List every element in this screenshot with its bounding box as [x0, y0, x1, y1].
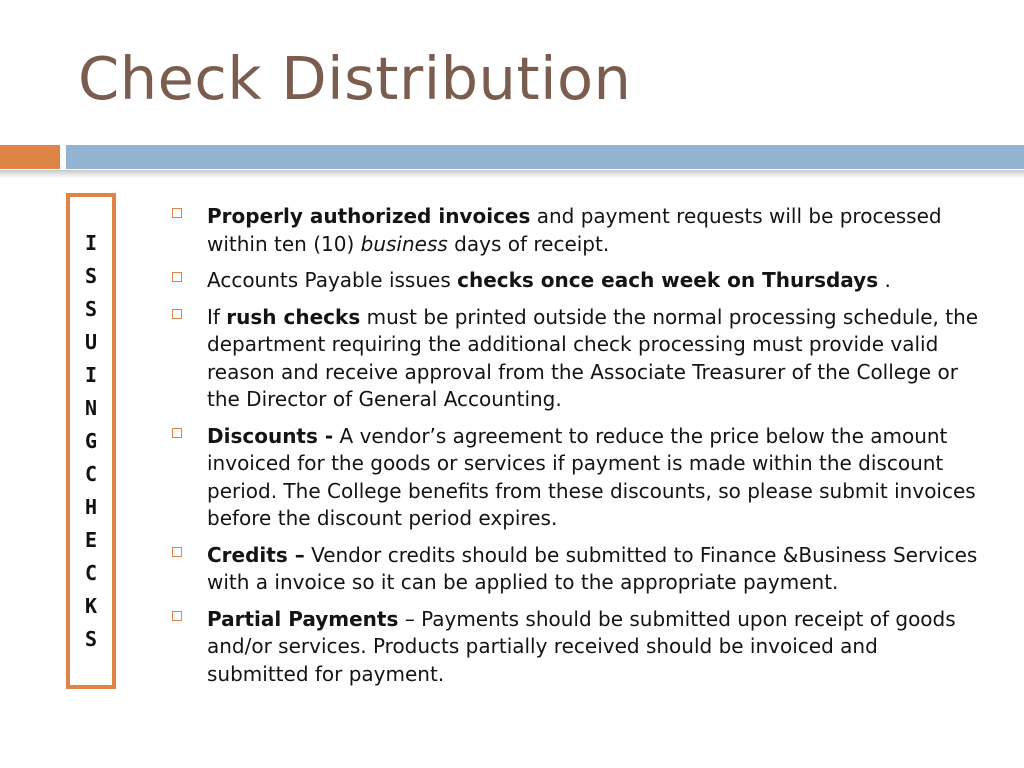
bullet-item-schedule	[172, 267, 982, 295]
bullet-item-invoices	[172, 203, 982, 258]
side-label-text: ISSUING CHECKS	[84, 230, 110, 651]
bullet-text: Accounts Payable issues	[207, 268, 458, 292]
bullet-emphasis: Discounts -	[207, 423, 334, 448]
bullet-text: Vendor credits should be submitted to Finance &Business Services with a invoice so it can be applied to the appropriate payment.	[207, 542, 978, 594]
bullet-item-credits	[172, 542, 982, 597]
header-band-accent	[0, 145, 60, 169]
bullet-text: A vendor’s agreement to reduce the price below the amount invoiced for the goods or services if payment is made within the discount period. The College benefits from these discounts, so please submit invoices before the discount period expires.	[207, 423, 976, 530]
bullet-text: – Payments should be submitted upon receipt of goods and/or services. Products partially received should be invoiced and submitted for payment.	[207, 606, 956, 686]
bullet-emphasis: Partial Payments	[207, 606, 399, 631]
bullet-text: .	[878, 268, 891, 292]
bullet-text: days of receipt.	[447, 231, 610, 256]
side-label-box	[66, 193, 116, 689]
header-band	[66, 145, 1024, 169]
bullet-text: must be printed outside the normal processing schedule, the department requiring the additional check processing must provide valid reason and receive approval from the Associate Treasurer of the College or the Director of General Accounting.	[207, 304, 979, 411]
bullet-item-rush-checks	[172, 304, 982, 414]
bullet-text: If	[207, 304, 227, 329]
header-band-shadow	[0, 170, 1024, 178]
square-bullet-icon	[172, 547, 182, 557]
bullet-italic: business	[360, 231, 448, 256]
bullet-emphasis: checks once each week on Thursdays	[457, 268, 879, 292]
bullet-emphasis: Properly authorized invoices	[207, 204, 531, 228]
square-bullet-icon	[172, 309, 182, 319]
bullet-item-partial-payments	[172, 606, 982, 689]
square-bullet-icon	[172, 428, 182, 438]
bullet-emphasis: rush checks	[226, 304, 361, 329]
bullet-list	[172, 203, 982, 697]
square-bullet-icon	[172, 272, 182, 282]
bullet-emphasis: Credits –	[207, 542, 305, 567]
bullet-text: and payment requests will be processed within ten (10)	[207, 204, 942, 256]
slide-title: Check Distribution	[78, 44, 632, 113]
bullet-item-discounts	[172, 423, 982, 533]
square-bullet-icon	[172, 611, 182, 621]
square-bullet-icon	[172, 208, 182, 218]
